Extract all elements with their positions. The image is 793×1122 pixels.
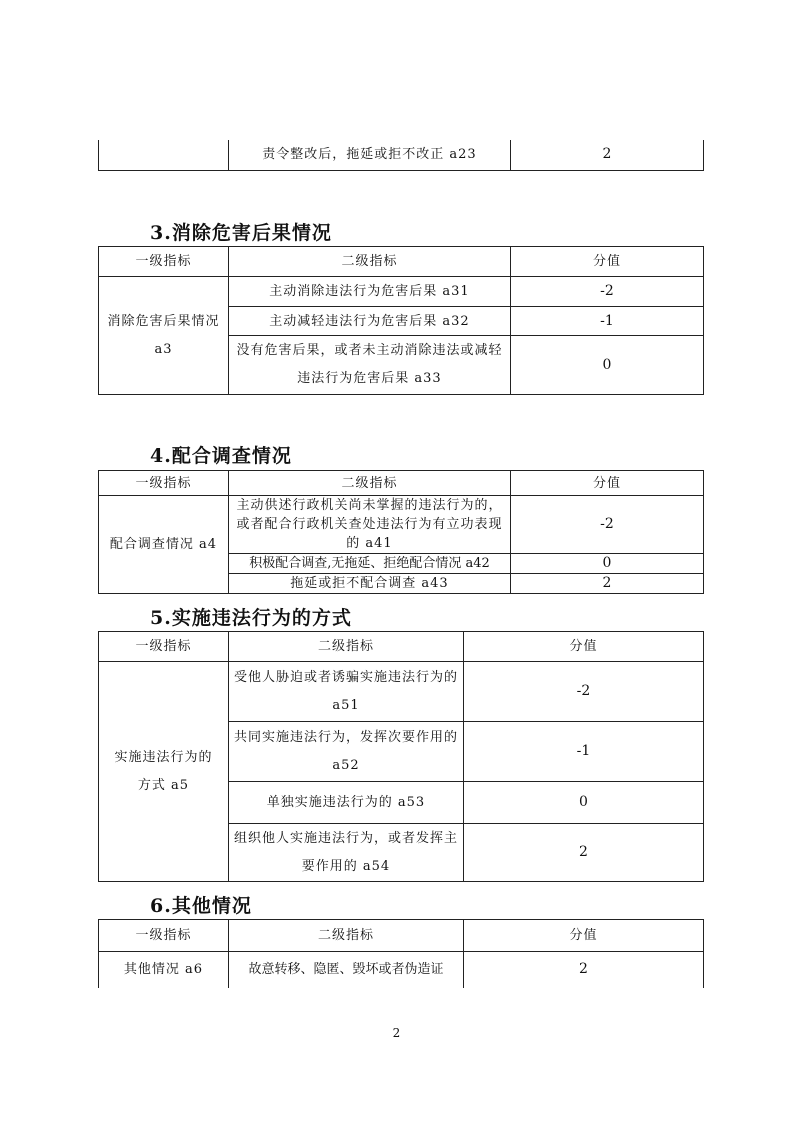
value-cell: -1 bbox=[511, 307, 704, 336]
level2-cell: 受他人胁迫或者诱骗实施违法行为的 a51 bbox=[229, 662, 464, 722]
table-row bbox=[99, 952, 704, 988]
level2-cell: 拖延或拒不配合调查 a43 bbox=[229, 574, 511, 594]
header-level2: 二级指标 bbox=[229, 247, 511, 277]
section-heading-6: 6.其他情况 bbox=[150, 895, 252, 917]
level1-cell: 配合调查情况 a4 bbox=[99, 496, 229, 594]
table-section-6 bbox=[98, 919, 704, 988]
header-row bbox=[99, 471, 704, 496]
header-level1: 一级指标 bbox=[99, 471, 229, 496]
header-value: 分值 bbox=[464, 632, 704, 662]
header-value: 分值 bbox=[511, 247, 704, 277]
level2-cell: 组织他人实施违法行为，或者发挥主要作用的 a54 bbox=[229, 824, 464, 882]
table-section-3 bbox=[98, 246, 704, 395]
header-row bbox=[99, 920, 704, 952]
level2-cell: 责令整改后，拖延或拒不改正 a23 bbox=[229, 140, 511, 170]
header-row bbox=[99, 632, 704, 662]
section-heading-4: 4.配合调查情况 bbox=[150, 445, 292, 467]
value-cell: 0 bbox=[511, 554, 704, 574]
value-cell: -2 bbox=[464, 662, 704, 722]
value-cell: 0 bbox=[464, 782, 704, 824]
level2-cell: 积极配合调查,无拖延、拒绝配合情况 a42 bbox=[229, 554, 511, 574]
header-value: 分值 bbox=[464, 920, 704, 952]
level1-cell: 其他情况 a6 bbox=[99, 952, 229, 988]
level2-cell: 主动减轻违法行为危害后果 a32 bbox=[229, 307, 511, 336]
level2-cell: 主动供述行政机关尚未掌握的违法行为的，或者配合行政机关查处违法行为有立功表现的 a41 bbox=[229, 496, 511, 554]
section-heading-5: 5.实施违法行为的方式 bbox=[150, 607, 352, 629]
header-row bbox=[99, 247, 704, 277]
section-heading-3: 3.消除危害后果情况 bbox=[150, 222, 332, 244]
value-cell: -1 bbox=[464, 722, 704, 782]
value-cell: 0 bbox=[511, 336, 704, 395]
page-number: 2 bbox=[392, 1026, 401, 1040]
header-level1: 一级指标 bbox=[99, 920, 229, 952]
table-row bbox=[99, 662, 704, 722]
level2-cell: 故意转移、隐匿、毁坏或者伪造证 bbox=[229, 952, 464, 988]
level1-cell: 消除危害后果情况 a3 bbox=[99, 277, 229, 395]
header-level2: 二级指标 bbox=[229, 632, 464, 662]
header-level2: 二级指标 bbox=[229, 471, 511, 496]
table-row bbox=[99, 277, 704, 307]
level2-cell: 主动消除违法行为危害后果 a31 bbox=[229, 277, 511, 307]
header-value: 分值 bbox=[511, 471, 704, 496]
level2-cell: 单独实施违法行为的 a53 bbox=[229, 782, 464, 824]
table-row bbox=[99, 496, 704, 554]
table-section-4 bbox=[98, 470, 704, 594]
table-row bbox=[99, 140, 704, 170]
value-cell: 2 bbox=[464, 952, 704, 988]
value-cell: 2 bbox=[511, 140, 704, 170]
level1-cell: 实施违法行为的方式 a5 bbox=[99, 662, 229, 882]
value-cell: -2 bbox=[511, 277, 704, 307]
level2-cell: 共同实施违法行为，发挥次要作用的 a52 bbox=[229, 722, 464, 782]
value-cell: 2 bbox=[464, 824, 704, 882]
header-level1: 一级指标 bbox=[99, 632, 229, 662]
level2-cell: 没有危害后果，或者未主动消除违法或减轻违法行为危害后果 a33 bbox=[229, 336, 511, 395]
value-cell: -2 bbox=[511, 496, 704, 554]
header-level2: 二级指标 bbox=[229, 920, 464, 952]
table-section-5 bbox=[98, 631, 704, 882]
header-level1: 一级指标 bbox=[99, 247, 229, 277]
continuation-table bbox=[98, 140, 704, 171]
value-cell: 2 bbox=[511, 574, 704, 594]
level1-cell bbox=[99, 140, 229, 170]
